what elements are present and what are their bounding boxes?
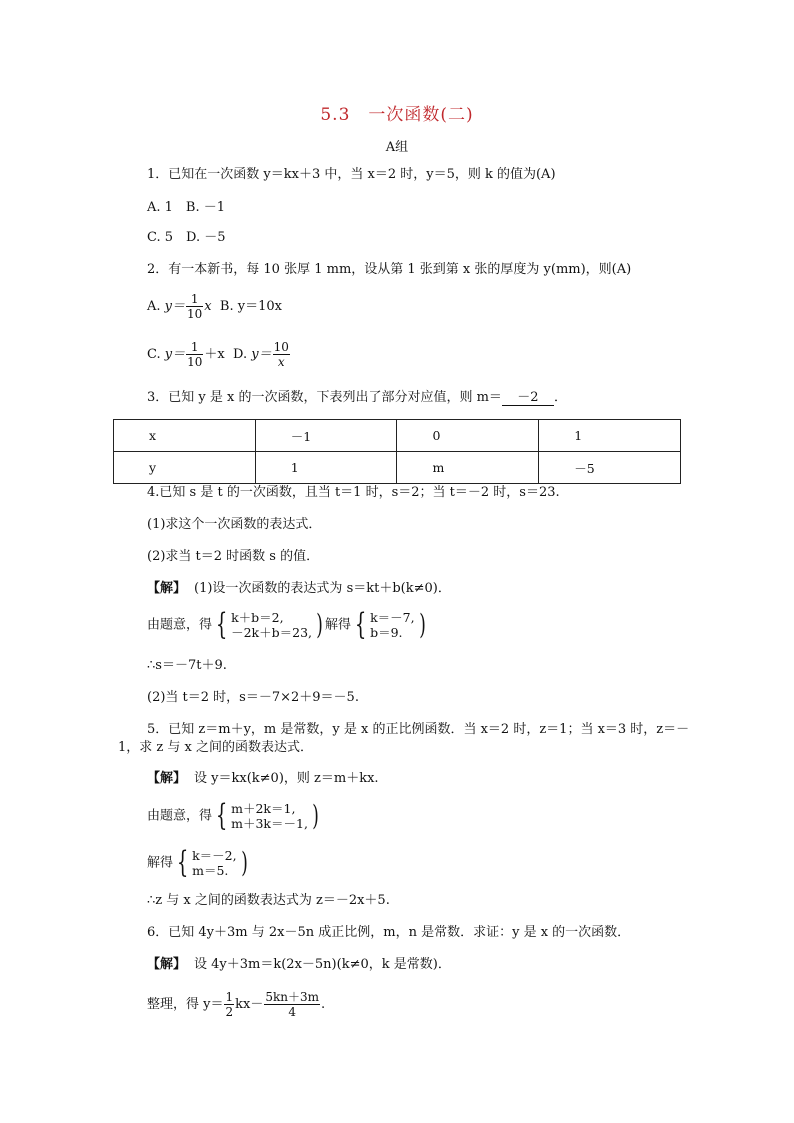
fraction: $\frac{1}{10}$	[187, 340, 203, 369]
table-cell: y	[114, 452, 256, 484]
table-cell: －5	[539, 452, 681, 484]
solution-label: 【解】	[147, 771, 187, 786]
solution-system: { k＝－7, b＝9. )	[354, 607, 426, 642]
q1-stem: 1．已知在一次函数 y＝kx＋3 中，当 x＝2 时，y＝5，则 k 的值为(A)	[147, 167, 556, 182]
q5-stem-line-2: 1，求 z 与 x 之间的函数表达式．	[118, 740, 313, 755]
table-cell: 1	[539, 420, 681, 452]
q1-options-ab: A. 1 B. －1	[147, 200, 226, 215]
q4-part-1: (1)求这个一次函数的表达式．	[147, 517, 322, 532]
q2-options-cd: C. y＝ $\frac{1}{10}$ ＋x D. y＝ $\frac{10}{x}$	[147, 340, 289, 369]
q6-stem: 6．已知 4y＋3m 与 2x－5n 成正比例，m，n 是常数．求证：y 是 x 的一次函数．	[147, 925, 631, 940]
group-heading: A组	[385, 140, 409, 155]
q4-solution-start: 【解】 (1)设一次函数的表达式为 s＝kt＋b(k≠0)．	[147, 581, 451, 596]
equation-system: { k＋b＝2, －2k＋b＝23, )	[215, 607, 323, 642]
fraction: $\frac{1}{2}$	[225, 990, 234, 1019]
answer-blank: －2	[502, 390, 554, 406]
table-cell: x	[114, 420, 256, 452]
solution-label: 【解】	[147, 957, 187, 972]
q1-options-cd: C. 5 D. －5	[147, 230, 226, 245]
page-title: 5.3 一次函数(二)	[320, 105, 474, 125]
q5-solved: 解得 { k＝－2, m＝5. )	[147, 848, 250, 878]
fraction: $\frac{10}{x}$	[273, 340, 289, 369]
values-table	[113, 419, 681, 484]
q5-solution-start: 【解】 设 y＝kx(k≠0)，则 z＝m＋kx.	[147, 771, 379, 786]
fraction: $\frac{1}{10}$	[187, 292, 203, 321]
q5-result: ∴z 与 x 之间的函数表达式为 z＝－2x＋5.	[147, 893, 390, 908]
q2-options-ab: A. y＝ $\frac{1}{10}$ x B. y＝10x	[147, 292, 282, 321]
q4-system: 由题意，得 { k＋b＝2, －2k＋b＝23, ) 解得 { k＝－7, b＝9. )	[147, 610, 428, 640]
q6-solution-start: 【解】 设 4y＋3m＝k(2x－5n)(k≠0，k 是常数)．	[147, 957, 451, 972]
q6-arrange: 整理，得 y＝ $\frac{1}{2}$ kx－ $\frac{5kn+3m}{4}$ .	[147, 990, 326, 1019]
table-cell: －1	[255, 420, 397, 452]
solution-label: 【解】	[147, 581, 187, 596]
q5-stem-line-1: 5．已知 z＝m＋y，m 是常数，y 是 x 的正比例函数．当 x＝2 时，z＝1；当 x＝3 时，z＝－	[147, 722, 690, 737]
q4-stem: 4.已知 s 是 t 的一次函数，且当 t＝1 时，s＝2；当 t＝－2 时，s＝23.	[147, 485, 560, 500]
q5-system: 由题意，得 { m＋2k＝1, m＋3k＝－1, )	[147, 801, 321, 831]
q4-part-2: (2)求当 t＝2 时函数 s 的值．	[147, 549, 320, 564]
table-cell: 1	[255, 452, 397, 484]
table-row	[114, 420, 681, 452]
equation-system: { m＋2k＝1, m＋3k＝－1, )	[215, 798, 319, 833]
table-cell: 0	[397, 420, 539, 452]
solution-system: { k＝－2, m＝5. )	[176, 845, 248, 880]
fraction: $\frac{5kn+3m}{4}$	[265, 990, 319, 1019]
q3-stem: 3．已知 y 是 x 的一次函数，下表列出了部分对应值，则 m＝ －2 ．	[147, 390, 567, 405]
table-row	[114, 452, 681, 484]
q4-result-2: (2)当 t＝2 时，s＝－7×2＋9＝－5.	[147, 690, 359, 705]
q4-result: ∴s＝－7t＋9.	[147, 658, 227, 673]
q2-stem: 2．有一本新书，每 10 张厚 1 mm，设从第 1 张到第 x 张的厚度为 y(mm)，则(A)	[147, 262, 632, 277]
table-cell: m	[397, 452, 539, 484]
